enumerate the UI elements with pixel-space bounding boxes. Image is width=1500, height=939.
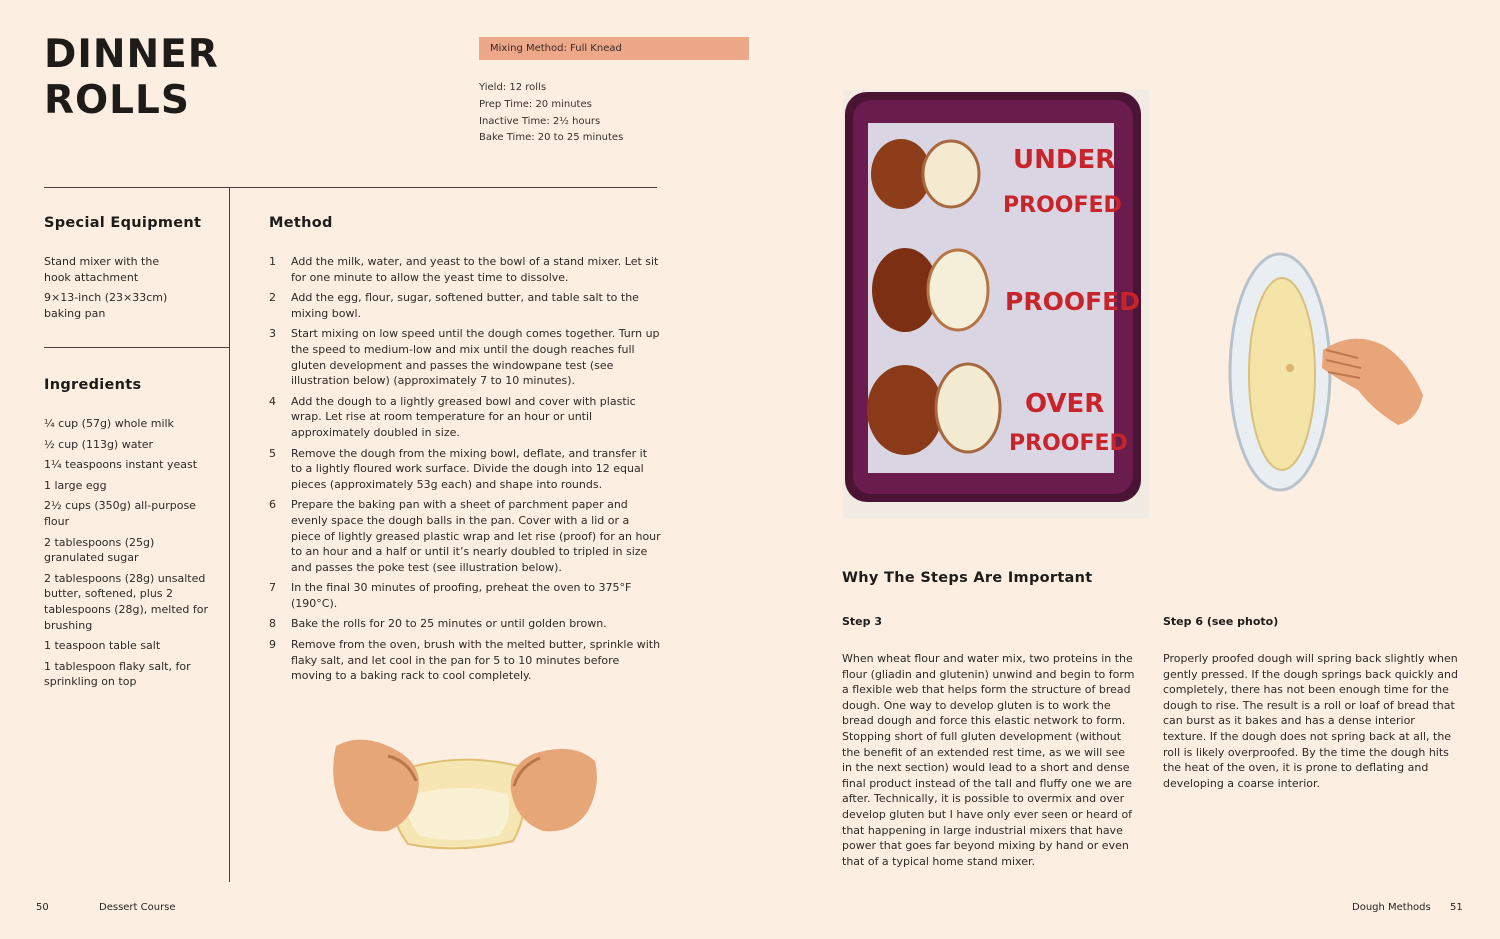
ingredient-item: 1 teaspoon table salt [44, 639, 161, 653]
step-text: Remove the dough from the mixing bowl, deflate, and transfer it to a lightly floured work surface. Divide the dough into 12 equal pieces (approximately 53g each) and shape into rounds. [291, 446, 648, 491]
why-steps-heading: Why The Steps Are Important [842, 570, 1093, 586]
method-step [269, 290, 661, 321]
over-proofed-label-1: OVER [1025, 389, 1105, 419]
step-text: Start mixing on low speed until the dough comes together. Turn up the speed to medium-low and mix until the dough reaches full gluten development and passes the windowpane test (see illustration below) (approximately 7 to 10 minutes). [291, 327, 660, 388]
method-step [269, 254, 661, 285]
bake-time-text: Bake Time: 20 to 25 minutes [479, 132, 624, 144]
windowpane-test-illustration [328, 726, 603, 856]
yield-text: Yield: 12 rolls [479, 82, 547, 93]
step-text: Add the dough to a lightly greased bowl and cover with plastic wrap. Let rise at room temperature for an hour or until approximately doubled in size. [291, 394, 636, 439]
ingredient-item: 1 large egg [44, 478, 107, 492]
method-step [269, 394, 661, 441]
left-section-name: Dessert Course [99, 902, 176, 913]
ingredients-list [44, 416, 209, 695]
ingredient-item: 1¼ teaspoons instant yeast [44, 458, 198, 472]
step3-text: When wheat flour and water mix, two proteins in the flour (gliadin and glutenin) unwind and begin to form a flexible web that helps form the structure of bread dough. One way to develop gluten is to work the bread dough and force this elastic network to form. Stopping short of full gluten development (without the benefit of an extended rest time, as we will see in the next section) would lead to a short and dense final product instead of the tall and fluffy one we are after. Technically, it is possible to overmix and over develop gluten but I have only ever seen or heard of that happening in large industrial mixers that have power that goes far beyond mixing by hand or even that of a typical home stand mixer. [842, 652, 1135, 868]
mixing-method-badge: Mixing Method: Full Knead [479, 37, 749, 60]
left-page-number: 50 [36, 902, 49, 913]
proofed-label: PROOFED [1005, 287, 1140, 316]
inactive-time-text: Inactive Time: 2½ hours [479, 115, 601, 127]
step-number: 8 [269, 617, 276, 631]
ingredient-item: ½ cup (113g) water [44, 437, 154, 451]
method-step [269, 580, 661, 611]
under-proofed-label-1: UNDER [1013, 145, 1116, 175]
over-proofed-label-2: PROOFED [1009, 431, 1128, 456]
proofing-stages-photo [843, 90, 1149, 518]
step-number: 4 [269, 394, 276, 408]
step-text: Add the milk, water, and yeast to the bowl of a stand mixer. Let sit for one minute to allow the yeast time to dissolve. [291, 255, 659, 284]
ingredient-item: ¼ cup (57g) whole milk [44, 417, 174, 430]
equipment-item: 9×13-inch (23×33cm) baking pan [44, 291, 168, 320]
poke-test-illustration [1218, 250, 1432, 500]
method-step [269, 637, 661, 684]
equipment-list [44, 254, 174, 326]
ingredients-heading: Ingredients [44, 377, 142, 393]
sidebar-divider [44, 347, 229, 348]
prep-time-text: Prep Time: 20 minutes [479, 98, 592, 110]
step-number: 6 [269, 498, 276, 512]
step-number: 9 [269, 638, 276, 652]
step-number: 7 [269, 581, 276, 595]
method-step [269, 326, 661, 388]
column-divider [229, 188, 230, 882]
step-number: 5 [269, 446, 276, 460]
under-proofed-label-2: PROOFED [1003, 193, 1122, 218]
method-steps [269, 254, 661, 689]
title-line-1: DINNER [44, 32, 219, 77]
recipe-meta [479, 80, 623, 147]
recipe-title [44, 32, 219, 124]
step-text: In the final 30 minutes of proofing, preheat the oven to 375°F (190°C). [291, 581, 632, 610]
step-number: 3 [269, 327, 276, 341]
top-divider [44, 187, 657, 188]
ingredient-item: 2 tablespoons (28g) unsalted butter, softened, plus 2 tablespoons (28g), melted for brushing [44, 571, 209, 632]
method-step [269, 497, 661, 575]
step6-text: Properly proofed dough will spring back slightly when gently pressed. If the dough springs back quickly and completely, there has not been enough time for the dough to rise. The result is a roll or loaf of bread that can burst as it bakes and has a dense interior texture. If the dough does not spring back at all, the roll is likely overproofed. By the time the dough hits the heat of the oven, it is prone to deflating and developing a coarse interior. [1163, 652, 1458, 790]
ingredient-item: 2 tablespoons (25g) granulated sugar [44, 535, 155, 565]
method-step [269, 616, 661, 632]
ingredient-item: 1 tablespoon flaky salt, for sprinkling on top [44, 659, 191, 689]
method-heading: Method [269, 215, 333, 231]
step-text: Add the egg, flour, sugar, softened butter, and table salt to the mixing bowl. [291, 291, 639, 320]
step-text: Remove from the oven, brush with the melted butter, sprinkle with flaky salt, and let cool in the pan for 5 to 10 minutes before moving to a baking rack to cool completely. [291, 638, 661, 683]
step3-heading: Step 3 [842, 615, 882, 628]
right-page-number: 51 [1450, 902, 1463, 913]
step6-heading: Step 6 (see photo) [1163, 615, 1279, 628]
title-line-2: ROLLS [44, 78, 190, 123]
step-number: 1 [269, 255, 276, 268]
step-text: Bake the rolls for 20 to 25 minutes or until golden brown. [291, 617, 607, 631]
right-section-name: Dough Methods [1352, 902, 1431, 913]
method-step [269, 446, 661, 493]
step-text: Prepare the baking pan with a sheet of parchment paper and evenly space the dough balls in the pan. Cover with a lid or a piece of lightly greased plastic wrap and let rise (proof) for an hour to an hour and a half or until it’s nearly doubled to tripled in size and passes the poke test (see illustration below). [291, 498, 661, 574]
special-equipment-heading: Special Equipment [44, 215, 202, 231]
ingredient-item: 2½ cups (350g) all-purpose flour [44, 499, 196, 528]
equipment-item: Stand mixer with the hook attachment [44, 255, 160, 284]
step-number: 2 [269, 291, 276, 305]
